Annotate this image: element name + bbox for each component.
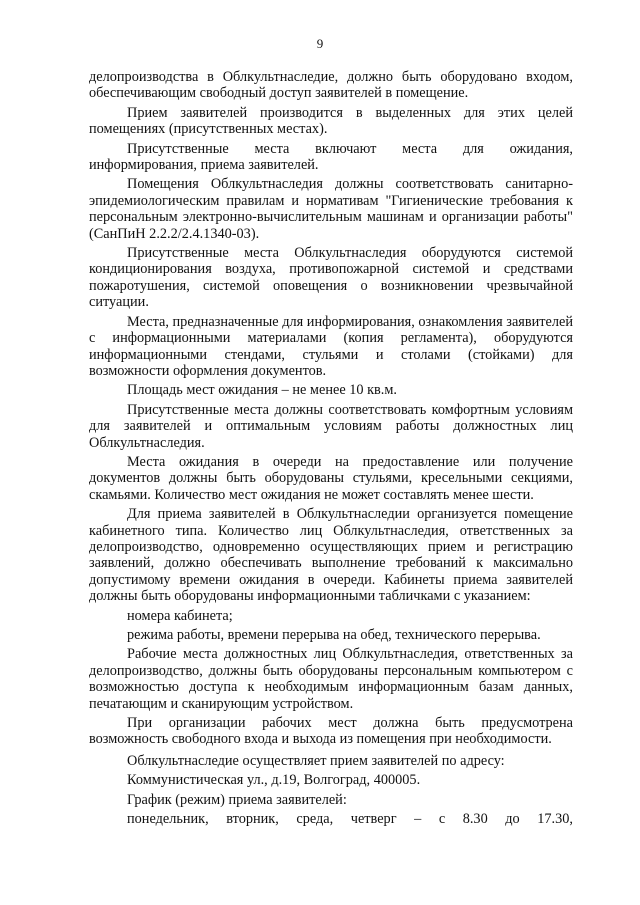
paragraph: делопроизводства в Облкультнаследие, должно быть оборудовано входом, обеспечивающим свободный доступ заявителей в помещение. [89,69,573,102]
paragraph: Рабочие места должностных лиц Облкультнаследия, ответственных за делопроизводство, должны быть оборудованы персональным компьютером с возможностью доступа к необходимым информационным базам данных, печатающим и сканирующим устройством. [89,646,573,712]
paragraph: Прием заявителей производится в выделенных для этих целей помещениях (присутственных местах). [89,104,573,138]
paragraph: Присутственные места Облкультнаследия оборудуются системой кондиционирования воздуха, противопожарной системой и средствами пожаротушения, системой оповещения о возникновении чрезвычайной ситуации. [89,245,573,311]
paragraph: Площадь мест ожидания – не менее 10 кв.м. [127,382,398,399]
paragraph: Облкультнаследие осуществляет прием заявителей по адресу: [127,752,505,769]
document-body [89,69,573,827]
address: Коммунистическая ул., д.19, Волгоград, 400005. [127,772,421,789]
paragraph: Присутственные места должны соответствовать комфортным условиям для заявителей и оптимальным условиям работы должностных лиц Облкультнаследия. [89,401,573,451]
paragraph: При организации рабочих мест должна быть предусмотрена возможность свободного входа и выхода из помещения при необходимости. [89,715,573,748]
paragraph: Присутственные места включают места для ожидания, информирования, приема заявителей. [89,140,573,174]
paragraph: Для приема заявителей в Облкультнаследии организуется помещение кабинетного типа. Количество лиц Облкультнаследия, ответственных за делопроизводство, одновременно осуществляющих прием и регистрацию заявлений, должно обеспечивать выполнение требований к максимально допустимому времени ожидания в очереди. Кабинеты приема заявителей должны быть оборудованы информационными табличками с указанием: [89,506,573,605]
schedule-line: понедельник, вторник, среда, четверг – с 8.30 до 17.30, [127,811,573,828]
paragraph: Места, предназначенные для информирования, ознакомления заявителей с информационными материалами (копия регламента), оборудуются информационными стендами, стульями и столами (стойками) для возможности оформления документов. [89,313,573,379]
paragraph: Помещения Облкультнаследия должны соответствовать санитарно-эпидемиологическим правилам и нормативам "Гигиенические требования к персональным электронно-вычислительным машинам и организации работы" (СанПиН 2.2.2/2.4.1340-03). [89,176,573,242]
page-number: 9 [316,36,324,51]
list-item: номера кабинета; [127,607,233,624]
paragraph: Места ожидания в очереди на предоставление или получение документов должны быть оборудованы стульями, кресельными секциями, скамьями. Количество мест ожидания не может составлять менее шести. [89,453,573,503]
list-item: режима работы, времени перерыва на обед, технического перерыва. [127,627,541,643]
paragraph: График (режим) приема заявителей: [127,791,347,808]
